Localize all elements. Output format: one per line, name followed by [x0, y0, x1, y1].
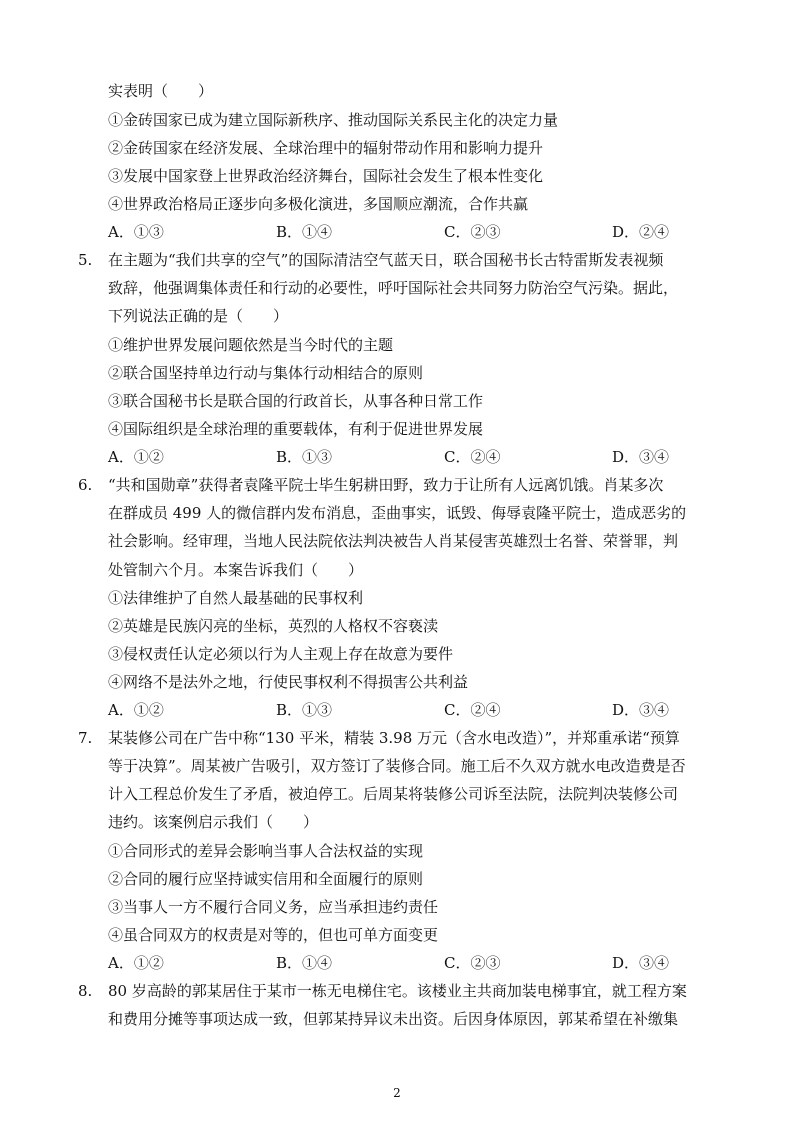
- page-number: 2: [393, 1086, 401, 1100]
- q7-option-c[interactable]: C．②③: [444, 954, 501, 972]
- q7-statement-1: ①合同形式的差异会影响当事人合法权益的实现: [108, 842, 424, 860]
- q5-option-c[interactable]: C．②④: [444, 448, 501, 466]
- q7-stem-line-3: 计入工程总价发生了矛盾，被迫停工。后周某将装修公司诉至法院，法院判决装修公司: [108, 785, 679, 803]
- q4-statement-3: ③发展中国家登上世界政治经济舞台，国际社会发生了根本性变化: [108, 167, 544, 185]
- q6-stem-line-2: 在群成员 499 人的微信群内发布消息，歪曲事实，诋毁、侮辱袁隆平院士，造成恶劣的: [108, 504, 687, 522]
- q5-stem-line-2: 致辞，他强调集体责任和行动的必要性，呼吁国际社会共同努力防治空气污染。据此，: [108, 279, 679, 297]
- q4-option-d[interactable]: D．②④: [612, 223, 670, 241]
- q5-option-b[interactable]: B．①③: [276, 448, 333, 466]
- q5-stem-line-3: 下列说法正确的是（ ）: [108, 307, 289, 325]
- q7-option-d[interactable]: D．③④: [612, 954, 670, 972]
- q6-stem-line-1: “共和国勋章”获得者袁隆平院士毕生躬耕田野，致力于让所有人远离饥饿。肖某多次: [108, 476, 664, 494]
- q7-number: 7.: [78, 729, 93, 747]
- q8-number: 8.: [78, 982, 93, 1000]
- q5-statement-1: ①维护世界发展问题依然是当今时代的主题: [108, 336, 394, 354]
- q4-statement-2: ②金砖国家在经济发展、全球治理中的辐射带动作用和影响力提升: [108, 139, 544, 157]
- q5-option-a[interactable]: A．①②: [108, 448, 164, 466]
- q4-options: [108, 223, 708, 241]
- q6-statement-2: ②英雄是民族闪亮的坐标，英烈的人格权不容亵渎: [108, 617, 439, 635]
- q6-option-d[interactable]: D．③④: [612, 701, 670, 719]
- q7-option-b[interactable]: B．①④: [276, 954, 333, 972]
- q4-stem-end: 实表明（ ）: [108, 82, 214, 100]
- q6-option-b[interactable]: B．①③: [276, 701, 333, 719]
- q5-options: [108, 448, 708, 466]
- q8-stem-line-2: 和费用分摊等事项达成一致，但郭某持异议未出资。后因身体原因，郭某希望在补缴集: [108, 1010, 679, 1028]
- q6-stem-line-4: 处管制六个月。本案告诉我们（ ）: [108, 561, 364, 579]
- q7-statement-4: ④虽合同双方的权责是对等的，但也可单方面变更: [108, 926, 439, 944]
- q7-stem-line-1: 某装修公司在广告中称“130 平米，精装 3.98 万元（含水电改造）”，并郑重承诺“预算: [108, 729, 680, 747]
- q6-statement-3: ③侵权责任认定必须以行为人主观上存在故意为要件: [108, 645, 454, 663]
- q5-statement-3: ③联合国秘书长是联合国的行政首长，从事各种日常工作: [108, 392, 484, 410]
- q6-statement-1: ①法律维护了自然人最基础的民事权利: [108, 589, 364, 607]
- q6-option-a[interactable]: A．①②: [108, 701, 164, 719]
- q5-statement-4: ④国际组织是全球治理的重要载体，有利于促进世界发展: [108, 420, 484, 438]
- q5-stem-line-1: 在主题为“我们共享的空气”的国际清洁空气蓝天日，联合国秘书长古特雷斯发表视频: [108, 251, 664, 269]
- q7-options: [108, 954, 708, 972]
- q6-options: [108, 701, 708, 719]
- q6-option-c[interactable]: C．②④: [444, 701, 501, 719]
- q4-statement-1: ①金砖国家已成为建立国际新秩序、推动国际关系民主化的决定力量: [108, 111, 559, 129]
- q4-option-a[interactable]: A．①③: [108, 223, 164, 241]
- q8-stem-line-1: 80 岁高龄的郭某居住于某市一栋无电梯住宅。该楼业主共商加装电梯事宜，就工程方案: [108, 982, 687, 1000]
- q5-number: 5.: [78, 251, 93, 269]
- q7-stem-line-4: 违约。该案例启示我们（ ）: [108, 813, 319, 831]
- q7-statement-3: ③当事人一方不履行合同义务，应当承担违约责任: [108, 898, 439, 916]
- q7-stem-line-2: 等于决算”。周某被广告吸引，双方签订了装修合同。施工后不久双方就水电改造费是否: [108, 757, 686, 775]
- q4-option-b[interactable]: B．①④: [276, 223, 333, 241]
- q5-option-d[interactable]: D．③④: [612, 448, 670, 466]
- q7-option-a[interactable]: A．①②: [108, 954, 164, 972]
- q4-statement-4: ④世界政治格局正逐步向多极化演进，多国顺应潮流，合作共赢: [108, 195, 529, 213]
- q4-option-c[interactable]: C．②③: [444, 223, 501, 241]
- q6-statement-4: ④网络不是法外之地，行使民事权利不得损害公共利益: [108, 673, 469, 691]
- q5-statement-2: ②联合国坚持单边行动与集体行动相结合的原则: [108, 364, 424, 382]
- q6-stem-line-3: 社会影响。经审理，当地人民法院依法判决被告人肖某侵害英雄烈士名誉、荣誉罪，判: [108, 532, 679, 550]
- q6-number: 6.: [78, 476, 93, 494]
- q7-statement-2: ②合同的履行应坚持诚实信用和全面履行的原则: [108, 870, 424, 888]
